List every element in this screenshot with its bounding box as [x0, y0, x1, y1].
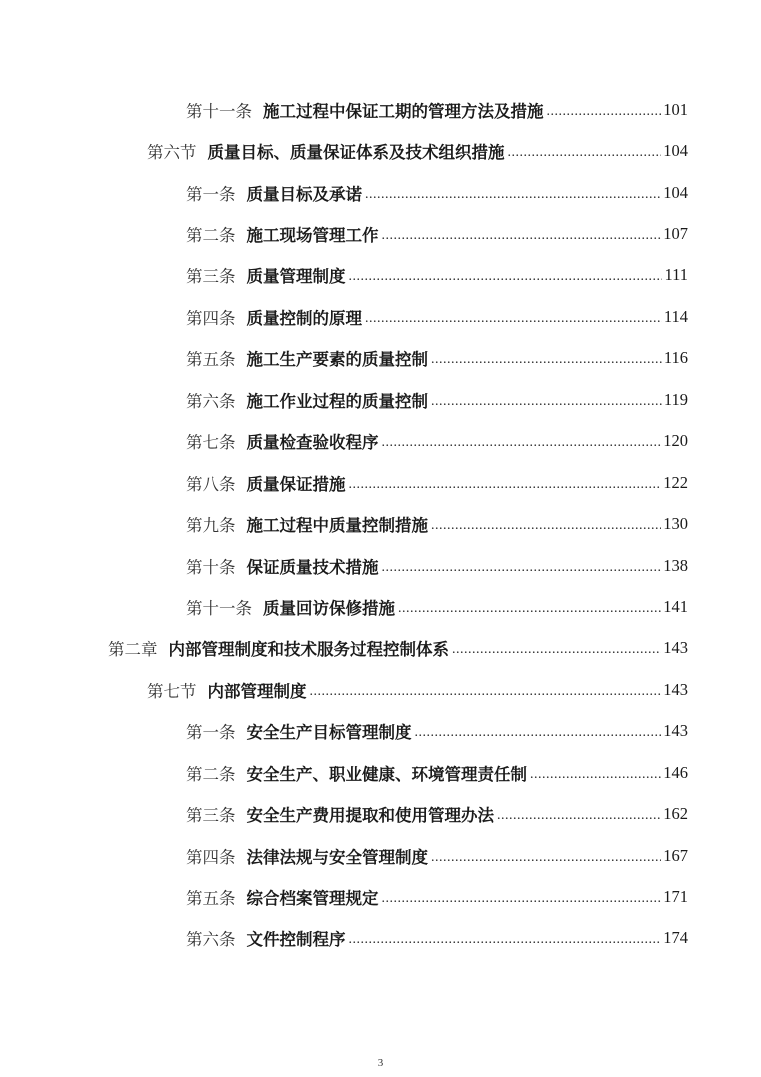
- entry-title: 安全生产、职业健康、环境管理责任制: [246, 764, 527, 784]
- toc-entry[interactable]: [0, 130, 761, 171]
- entry-number: 第二条: [186, 226, 236, 246]
- entry-page-number: 171: [663, 887, 688, 907]
- toc-entry[interactable]: [0, 545, 761, 586]
- dot-leader: [349, 932, 662, 948]
- entry-number: 第十一条: [186, 101, 252, 121]
- entry-title: 质量检查验收程序: [246, 433, 379, 453]
- entry-title: 质量保证措施: [246, 474, 346, 494]
- page-number-footer: 3: [377, 1057, 384, 1069]
- toc-entry[interactable]: [0, 172, 761, 213]
- toc-entry[interactable]: [0, 338, 761, 379]
- entry-title: 安全生产目标管理制度: [246, 723, 412, 743]
- entry-page-number: 101: [663, 99, 688, 119]
- toc-entry[interactable]: [0, 586, 761, 627]
- entry-number: 第十一条: [186, 598, 252, 618]
- entry-number: 第五条: [186, 350, 236, 370]
- toc-entry[interactable]: [0, 669, 761, 710]
- toc-entry[interactable]: [0, 213, 761, 254]
- toc-entry[interactable]: [0, 918, 761, 959]
- entry-title: 施工现场管理工作: [246, 226, 379, 246]
- entry-page-number: 122: [663, 472, 688, 492]
- dot-leader: [530, 767, 661, 783]
- entry-page-number: 107: [663, 224, 688, 244]
- entry-title: 质量控制的原理: [246, 308, 362, 328]
- entry-title: 内部管理制度和技术服务过程控制体系: [168, 640, 449, 660]
- entry-title: 安全生产费用提取和使用管理办法: [246, 806, 494, 826]
- dot-leader: [547, 104, 662, 120]
- entry-page-number: 114: [663, 306, 688, 326]
- dot-leader: [431, 352, 662, 368]
- toc-entry[interactable]: [0, 462, 761, 503]
- entry-page-number: 130: [663, 514, 688, 534]
- entry-page-number: 162: [663, 804, 688, 824]
- toc-entry[interactable]: [0, 89, 761, 130]
- toc-entry[interactable]: [0, 835, 761, 876]
- table-of-contents: [0, 89, 761, 959]
- entry-page-number: 167: [663, 845, 688, 865]
- dot-leader: [431, 518, 661, 534]
- entry-title: 文件控制程序: [246, 930, 346, 950]
- entry-number: 第二条: [186, 764, 236, 784]
- entry-number: 第三条: [186, 806, 236, 826]
- entry-number: 第七节: [147, 681, 197, 701]
- entry-title: 法律法规与安全管理制度: [246, 847, 428, 867]
- dot-leader: [382, 228, 662, 244]
- entry-page-number: 138: [663, 555, 688, 575]
- toc-entry[interactable]: [0, 255, 761, 296]
- toc-entry[interactable]: [0, 503, 761, 544]
- toc-entry[interactable]: [0, 296, 761, 337]
- dot-leader: [365, 187, 661, 203]
- entry-page-number: 146: [663, 762, 688, 782]
- dot-leader: [310, 684, 662, 700]
- entry-number: 第二章: [108, 640, 158, 660]
- entry-title: 内部管理制度: [207, 681, 307, 701]
- entry-number: 第四条: [186, 308, 236, 328]
- entry-number: 第四条: [186, 847, 236, 867]
- toc-entry[interactable]: [0, 421, 761, 462]
- entry-number: 第八条: [186, 474, 236, 494]
- dot-leader: [398, 601, 661, 617]
- entry-number: 第一条: [186, 184, 236, 204]
- entry-title: 施工过程中保证工期的管理方法及措施: [263, 101, 544, 121]
- dot-leader: [365, 311, 662, 327]
- dot-leader: [382, 435, 662, 451]
- toc-entry[interactable]: [0, 876, 761, 917]
- entry-title: 施工作业过程的质量控制: [246, 391, 428, 411]
- entry-title: 质量目标及承诺: [246, 184, 362, 204]
- toc-entry[interactable]: [0, 793, 761, 834]
- entry-page-number: 111: [664, 265, 688, 285]
- entry-number: 第一条: [186, 723, 236, 743]
- entry-number: 第六节: [147, 143, 197, 163]
- dot-leader: [452, 642, 661, 658]
- entry-title: 保证质量技术措施: [246, 557, 379, 577]
- entry-title: 质量目标、质量保证体系及技术组织措施: [207, 143, 505, 163]
- dot-leader: [508, 145, 662, 161]
- entry-title: 综合档案管理规定: [246, 889, 379, 909]
- dot-leader: [431, 394, 662, 410]
- entry-title: 质量管理制度: [246, 267, 346, 287]
- dot-leader: [382, 560, 662, 576]
- entry-title: 施工过程中质量控制措施: [246, 516, 428, 536]
- entry-page-number: 143: [663, 679, 688, 699]
- entry-number: 第六条: [186, 930, 236, 950]
- entry-page-number: 143: [663, 721, 688, 741]
- entry-number: 第六条: [186, 391, 236, 411]
- dot-leader: [349, 269, 663, 285]
- entry-page-number: 116: [663, 348, 688, 368]
- entry-number: 第七条: [186, 433, 236, 453]
- toc-entry[interactable]: [0, 752, 761, 793]
- entry-title: 施工生产要素的质量控制: [246, 350, 428, 370]
- entry-page-number: 143: [663, 638, 688, 658]
- dot-leader: [497, 808, 661, 824]
- entry-number: 第十条: [186, 557, 236, 577]
- entry-page-number: 119: [663, 389, 688, 409]
- toc-entry[interactable]: [0, 628, 761, 669]
- entry-page-number: 104: [663, 182, 688, 202]
- dot-leader: [431, 850, 661, 866]
- entry-number: 第九条: [186, 516, 236, 536]
- dot-leader: [415, 725, 662, 741]
- entry-page-number: 174: [663, 928, 688, 948]
- toc-entry[interactable]: [0, 711, 761, 752]
- entry-number: 第三条: [186, 267, 236, 287]
- toc-entry[interactable]: [0, 379, 761, 420]
- entry-page-number: 141: [663, 596, 688, 616]
- dot-leader: [382, 891, 662, 907]
- entry-number: 第五条: [186, 889, 236, 909]
- dot-leader: [349, 477, 662, 493]
- entry-page-number: 104: [663, 141, 688, 161]
- entry-title: 质量回访保修措施: [263, 598, 395, 618]
- entry-page-number: 120: [663, 431, 688, 451]
